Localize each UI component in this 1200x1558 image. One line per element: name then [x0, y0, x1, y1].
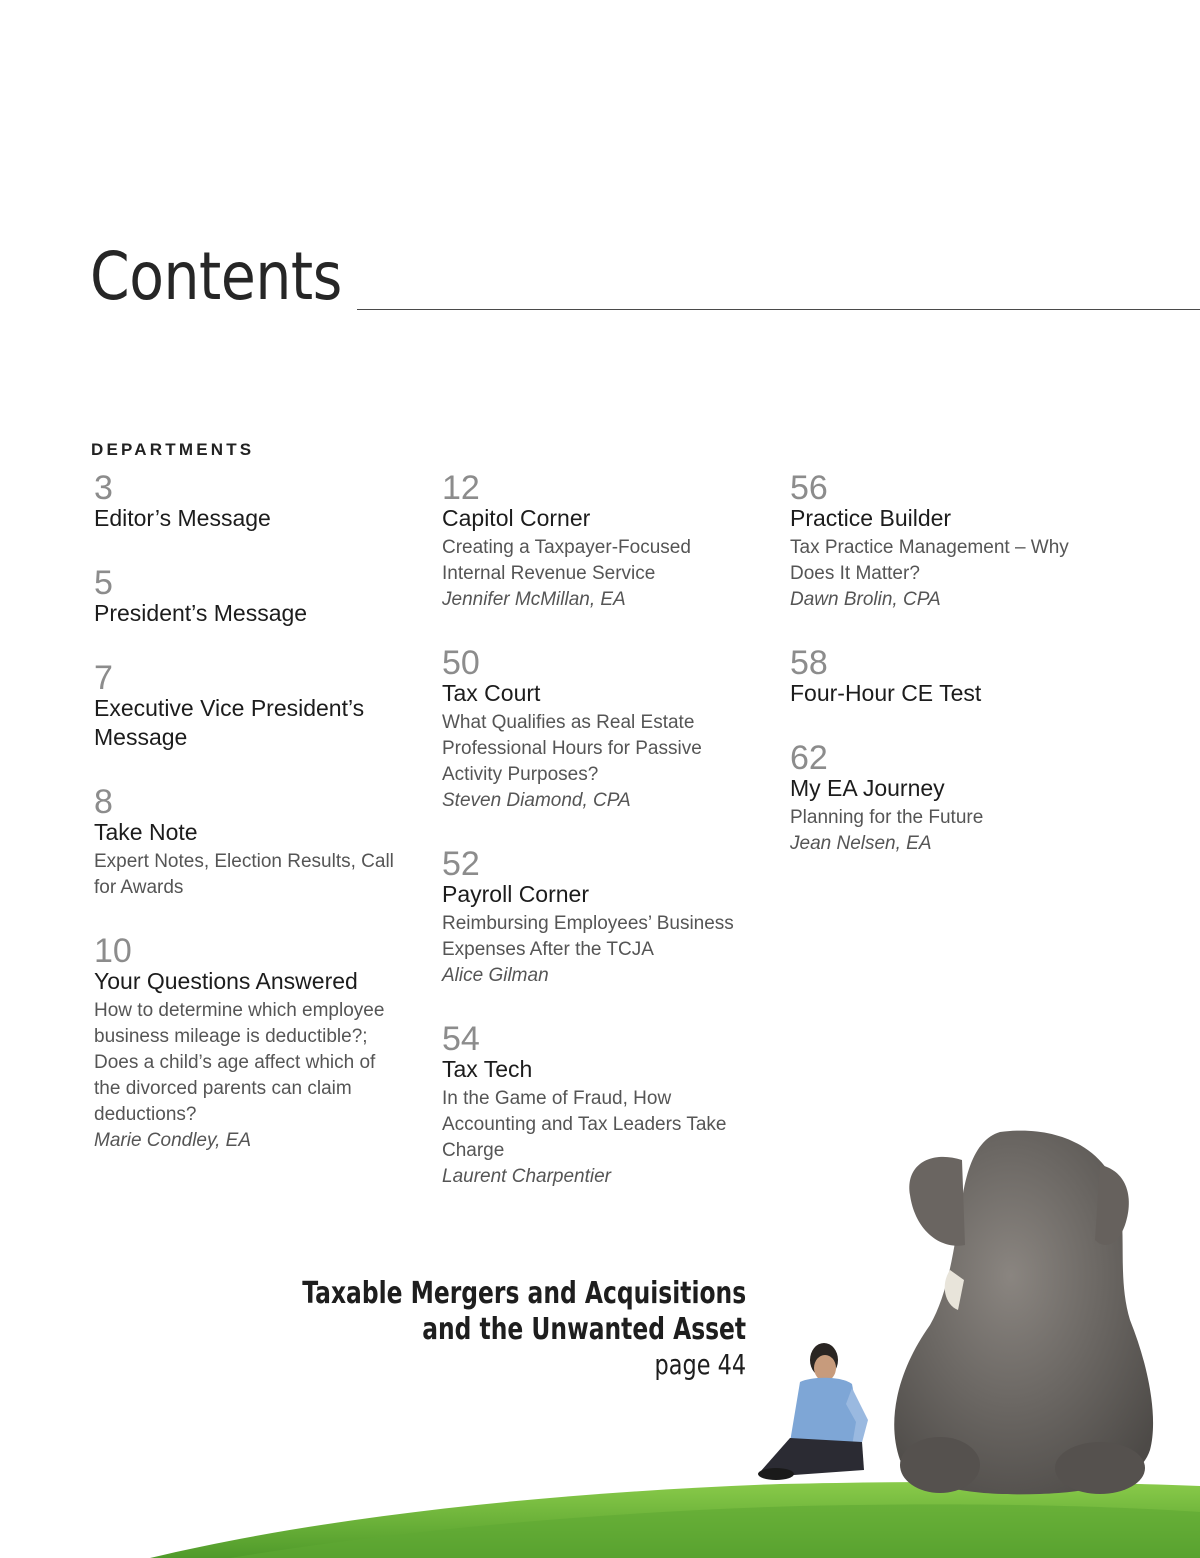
toc-page-number: 50	[442, 644, 480, 682]
toc-entry-capitol-corner[interactable]	[442, 468, 762, 613]
toc-entry-title: Executive Vice President’s Message	[94, 695, 365, 750]
toc-entry-description: How to determine which employee business mileage is deductible?; Does a child’s age affect which of the divorced parents can claim deductions?	[94, 1000, 385, 1125]
toc-page-number: 52	[442, 845, 480, 883]
toc-column-3	[790, 468, 1110, 887]
toc-page-number: 3	[94, 469, 113, 507]
toc-entry-description: What Qualifies as Real Estate Professional Hours for Passive Activity Purposes?	[442, 712, 702, 785]
toc-entry-author: Jean Nelsen, EA	[790, 833, 932, 854]
title-divider	[357, 309, 1200, 310]
feature-title-line-2: and the Unwanted Asset	[422, 1312, 746, 1347]
toc-entry-description: Creating a Taxpayer-Focused Internal Revenue Service	[442, 537, 691, 584]
toc-entry-author: Laurent Charpentier	[442, 1166, 611, 1187]
toc-entry-title: Take Note	[94, 819, 198, 845]
toc-entry-take-note[interactable]	[94, 782, 414, 901]
toc-entry-author: Marie Condley, EA	[94, 1130, 251, 1151]
toc-entry-presidents-message[interactable]	[94, 563, 414, 628]
toc-entry-editors-message[interactable]	[94, 468, 414, 533]
toc-entry-author: Steven Diamond, CPA	[442, 790, 631, 811]
toc-entry-title: Four-Hour CE Test	[790, 680, 982, 706]
toc-entry-description: Reimbursing Employees’ Business Expenses After the TCJA	[442, 913, 734, 960]
toc-page-number: 5	[94, 564, 113, 602]
toc-entry-title: Tax Tech	[442, 1056, 533, 1082]
toc-page-number: 56	[790, 469, 828, 507]
toc-entry-description: Expert Notes, Election Results, Call for Awards	[94, 851, 394, 898]
toc-entry-title: Tax Court	[442, 680, 541, 706]
toc-entry-author: Alice Gilman	[442, 965, 549, 986]
toc-entry-author: Dawn Brolin, CPA	[790, 589, 941, 610]
toc-entry-description: In the Game of Fraud, How Accounting and Tax Leaders Take Charge	[442, 1088, 727, 1161]
toc-entry-title: My EA Journey	[790, 775, 945, 801]
toc-page-number: 12	[442, 469, 480, 507]
toc-entry-author: Jennifer McMillan, EA	[442, 589, 626, 610]
section-label: DEPARTMENTS	[91, 440, 255, 459]
toc-page-number: 10	[94, 932, 132, 970]
toc-entry-description: Tax Practice Management – Why Does It Matter?	[790, 537, 1069, 584]
toc-entry-title: Practice Builder	[790, 505, 952, 531]
elephant-figure	[894, 1131, 1153, 1495]
toc-page-number: 58	[790, 644, 828, 682]
toc-entry-tax-court[interactable]	[442, 643, 762, 814]
toc-entry-practice-builder[interactable]	[790, 468, 1110, 613]
feature-page-ref: page 44	[654, 1348, 746, 1381]
toc-column-1	[94, 468, 414, 1184]
toc-entry-payroll-corner[interactable]	[442, 844, 762, 989]
toc-entry-title: Editor’s Message	[94, 505, 271, 531]
man-figure	[758, 1343, 868, 1480]
toc-entry-title: Payroll Corner	[442, 881, 589, 907]
toc-page-number: 8	[94, 783, 113, 821]
toc-entry-description: Planning for the Future	[790, 807, 984, 828]
toc-entry-my-ea-journey[interactable]	[790, 738, 1110, 857]
feature-title-line-1: Taxable Mergers and Acquisitions	[302, 1276, 746, 1311]
toc-page-number: 7	[94, 659, 113, 697]
toc-entry-title: Your Questions Answered	[94, 968, 358, 994]
toc-page-number: 62	[790, 739, 828, 777]
page-title: Contents	[90, 238, 342, 315]
toc-column-2	[442, 468, 762, 1220]
toc-page-number: 54	[442, 1020, 480, 1058]
toc-entry-title: Capitol Corner	[442, 505, 591, 531]
cover-illustration	[0, 1120, 1200, 1558]
toc-entry-title: President’s Message	[94, 600, 308, 626]
toc-entry-four-hour-ce-test[interactable]	[790, 643, 1110, 708]
toc-entry-executive-vice-presidents-message[interactable]	[94, 658, 414, 752]
